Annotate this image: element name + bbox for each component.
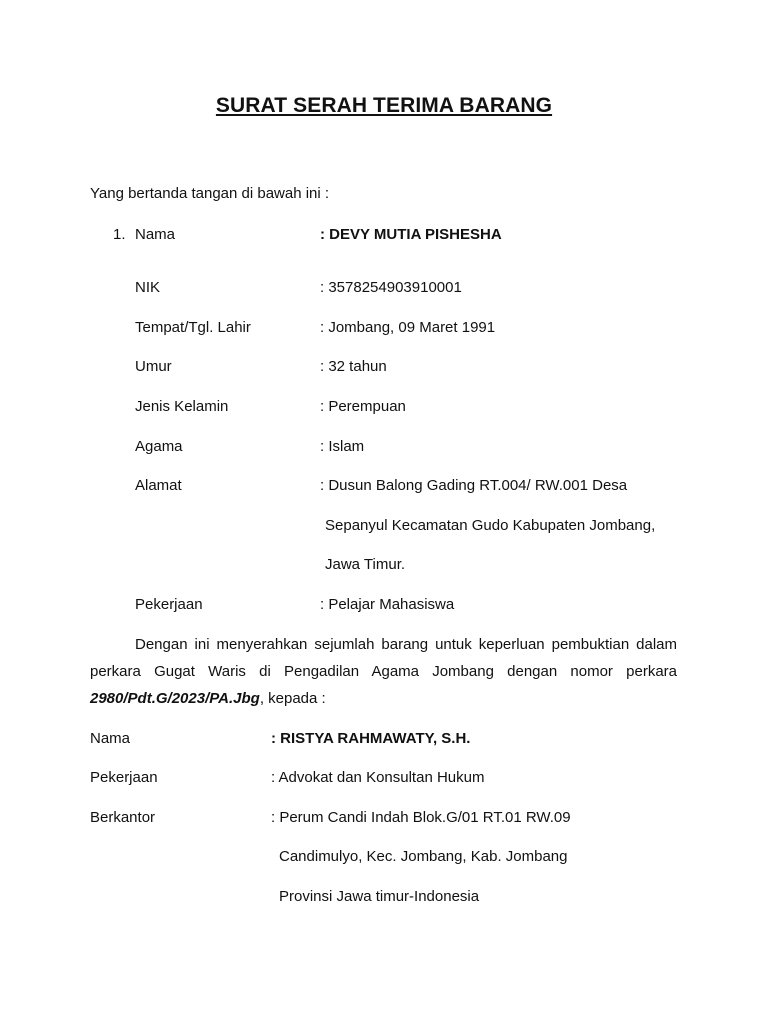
label-recipient-occupation: Pekerjaan	[90, 769, 158, 786]
value-age: : 32 tahun	[320, 358, 387, 375]
value-gender: : Perempuan	[320, 398, 406, 415]
label-birth: Tempat/Tgl. Lahir	[135, 319, 251, 336]
document-title: SURAT SERAH TERIMA BARANG	[215, 94, 553, 117]
label-nama: Nama	[135, 226, 176, 243]
label-occupation: Pekerjaan	[135, 596, 203, 613]
label-religion: Agama	[135, 438, 183, 455]
value-recipient-occupation: : Advokat dan Konsultan Hukum	[271, 769, 485, 786]
value-address-line2: Sepanyul Kecamatan Gudo Kabupaten Jombang,	[325, 517, 656, 534]
label-address: Alamat	[135, 477, 182, 494]
statement-line-1: Dengan ini menyerahkan sejumlah barang untuk keperluan pembuktian dalam	[135, 636, 677, 653]
statement-line-2: perkara Gugat Waris di Pengadilan Agama Jombang dengan nomor perkara	[90, 663, 677, 680]
case-number: 2980/Pdt.G/2023/PA.Jbg	[90, 690, 260, 707]
statement-paragraph	[90, 631, 677, 712]
value-nik: : 3578254903910001	[320, 279, 462, 296]
label-gender: Jenis Kelamin	[135, 398, 229, 415]
list-number: 1.	[113, 226, 126, 243]
value-nama: : DEVY MUTIA PISHESHA	[320, 226, 502, 243]
value-birth: : Jombang, 09 Maret 1991	[320, 319, 496, 336]
value-religion: : Islam	[320, 438, 365, 455]
label-age: Umur	[135, 358, 172, 375]
value-recipient-office-line2: Candimulyo, Kec. Jombang, Kab. Jombang	[279, 848, 568, 865]
value-recipient-office: : Perum Candi Indah Blok.G/01 RT.01 RW.09	[271, 809, 571, 826]
value-recipient-name: : RISTYA RAHMAWATY, S.H.	[271, 730, 471, 747]
value-occupation: : Pelajar Mahasiswa	[320, 596, 455, 613]
statement-line-3-suffix: , kepada :	[259, 690, 326, 707]
statement-line-3	[90, 685, 677, 712]
label-nik: NIK	[135, 279, 161, 296]
value-address-line3: Jawa Timur.	[325, 556, 406, 573]
value-recipient-office-line3: Provinsi Jawa timur-Indonesia	[279, 888, 480, 905]
value-address: : Dusun Balong Gading RT.004/ RW.001 Desa	[320, 477, 628, 494]
label-recipient-name: Nama	[90, 730, 131, 747]
label-recipient-office: Berkantor	[90, 809, 156, 826]
intro-text: Yang bertanda tangan di bawah ini :	[90, 185, 330, 202]
